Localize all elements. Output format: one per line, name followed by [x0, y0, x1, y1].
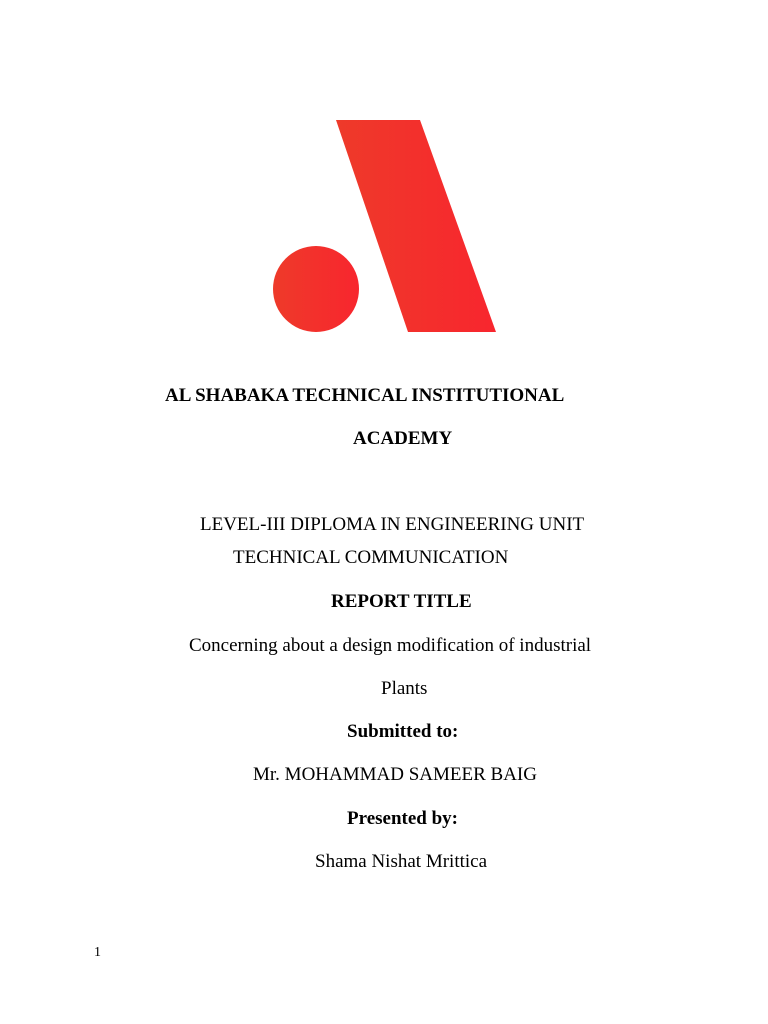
presented-by-name: Shama Nishat Mrittica: [315, 851, 488, 872]
submitted-to-name: Mr. MOHAMMAD SAMEER BAIG: [253, 764, 537, 785]
diploma-title: LEVEL-III DIPLOMA IN ENGINEERING UNIT: [200, 514, 585, 535]
unit-title: TECHNICAL COMMUNICATION: [233, 547, 509, 568]
report-title-label: REPORT TITLE: [331, 591, 472, 612]
institution-name-line2: ACADEMY: [353, 428, 453, 449]
submitted-to-label: Submitted to:: [347, 721, 459, 742]
academy-logo: [270, 120, 500, 335]
logo-slash-shape: [336, 120, 496, 332]
institution-name-line1: AL SHABAKA TECHNICAL INSTITUTIONAL: [165, 385, 565, 406]
report-title-line1: Concerning about a design modification of industrial: [189, 635, 592, 656]
report-title-line2: Plants: [381, 678, 428, 699]
logo-circle-shape: [273, 246, 359, 332]
presented-by-label: Presented by:: [347, 808, 458, 829]
page-number: 1: [94, 945, 101, 960]
